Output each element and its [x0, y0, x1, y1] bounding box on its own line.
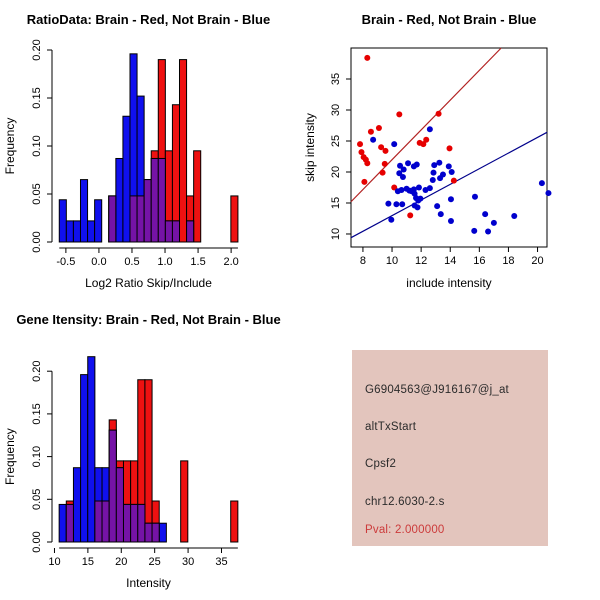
svg-text:skip intensity: skip intensity	[303, 113, 317, 182]
svg-text:30: 30	[181, 556, 195, 568]
event-type-text: altTxStart	[365, 421, 417, 433]
region-id-text: chr12.6030-2.s	[365, 496, 445, 508]
svg-text:0.15: 0.15	[31, 403, 43, 425]
svg-text:0.0: 0.0	[91, 256, 107, 268]
svg-text:0.00: 0.00	[31, 531, 43, 553]
svg-text:30: 30	[330, 103, 342, 117]
svg-text:0.5: 0.5	[124, 256, 140, 268]
info-box	[352, 350, 548, 546]
svg-text:1.0: 1.0	[157, 256, 173, 268]
intensity-scatter-panel	[300, 0, 600, 300]
svg-text:20: 20	[330, 165, 342, 179]
svg-text:35: 35	[330, 72, 342, 86]
svg-text:20: 20	[531, 255, 544, 267]
svg-text:0.00: 0.00	[31, 231, 43, 253]
gene-intensity-histogram-panel	[0, 300, 300, 600]
svg-text:Gene Itensity: Brain - Red, No: Gene Itensity: Brain - Red, Not Brain - Blue	[16, 312, 281, 327]
svg-text:0.10: 0.10	[31, 445, 43, 468]
svg-text:10: 10	[48, 556, 61, 568]
svg-text:Brain - Red, Not Brain - Blue: Brain - Red, Not Brain - Blue	[361, 12, 537, 27]
svg-text:0.05: 0.05	[31, 183, 43, 205]
svg-text:0.20: 0.20	[31, 39, 43, 61]
svg-text:Log2 Ratio Skip/Include: Log2 Ratio Skip/Include	[85, 276, 212, 290]
ratio-histogram-panel	[0, 0, 300, 300]
svg-text:2.0: 2.0	[223, 256, 239, 268]
svg-text:25: 25	[330, 134, 342, 148]
svg-text:0.10: 0.10	[31, 135, 43, 157]
svg-text:0.20: 0.20	[31, 360, 43, 382]
svg-text:10: 10	[330, 227, 342, 241]
svg-text:0.15: 0.15	[31, 87, 43, 109]
svg-text:15: 15	[330, 196, 342, 210]
svg-text:0.05: 0.05	[31, 488, 43, 511]
gene-name-text: Cpsf2	[365, 458, 397, 470]
svg-text:Frequency: Frequency	[3, 117, 17, 175]
svg-text:Intensity: Intensity	[126, 576, 171, 590]
svg-text:18: 18	[502, 255, 515, 267]
svg-text:Frequency: Frequency	[3, 428, 17, 485]
svg-text:20: 20	[115, 556, 128, 568]
svg-text:15: 15	[81, 556, 94, 568]
svg-text:8: 8	[359, 255, 366, 267]
svg-text:RatioData: Brain - Red, Not Br: RatioData: Brain - Red, Not Brain - Blue	[26, 12, 271, 27]
svg-text:-0.5: -0.5	[56, 256, 76, 268]
svg-text:include intensity: include intensity	[406, 276, 492, 290]
svg-text:1.5: 1.5	[190, 256, 206, 268]
svg-text:12: 12	[415, 255, 428, 267]
pval-text: Pval: 2.000000	[365, 524, 445, 536]
svg-text:25: 25	[148, 556, 161, 568]
svg-text:14: 14	[444, 255, 457, 267]
svg-text:16: 16	[473, 255, 486, 267]
probeset-id-text: G6904563@J916167@j_at	[365, 384, 509, 396]
svg-text:10: 10	[385, 255, 399, 267]
info-panel	[300, 300, 600, 600]
svg-text:35: 35	[215, 556, 228, 568]
